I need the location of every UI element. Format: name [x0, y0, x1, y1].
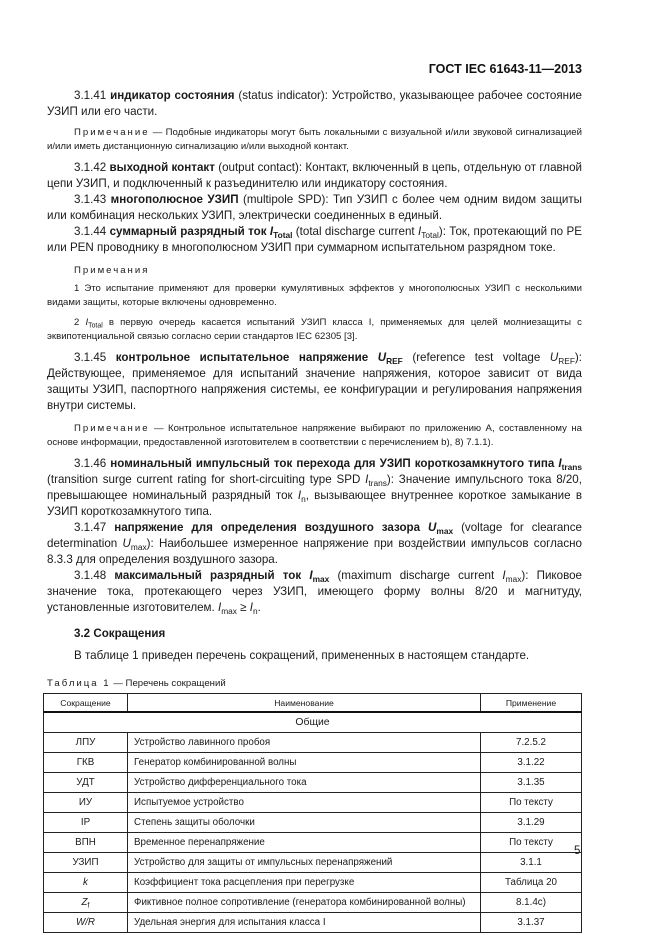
table-row: ГКВ Генератор комбинированной волны 3.1.22: [44, 753, 582, 773]
table-row: ЛПУ Устройство лавинного пробоя 7.2.5.2: [44, 733, 582, 753]
abbreviations-table: [43, 693, 582, 933]
section-intro: В таблице 1 приведен перечень сокращений, примененных в настоящем стандарте.: [74, 649, 530, 662]
page-body: [47, 88, 582, 933]
note-1: 1 Это испытание применяют для проверки кумулятивных эффектов у многополюсных УЗИП с несколькими видами защиты, которые включены одновременно.: [47, 283, 582, 308]
table-header-row: [44, 694, 582, 713]
term-3-1-45: 3.1.45 контрольное испытательное напряжение $U_{REF}$ (reference test voltage $U_{REF}$): Действующее, применяемое для испытаний значение напряжения, которое зависит от вида защиты УЗИП, паспортного напряжения системы, ее конфигурации и регулирования напряжения внутри системы.: [47, 351, 583, 412]
document-header: ГОСТ IEC 61643-11—2013: [428, 62, 582, 76]
term-3-1-42: 3.1.42 выходной контакт (output contact): Контакт, включенный в цепь, отдельную от главной цепи УЗИП, и подключенный к разъединителю или индикатору состояния.: [47, 161, 582, 190]
table-row: УЗИП Устройство для защиты от импульсных перенапряжений 3.1.1: [44, 853, 582, 873]
table-row: УДТ Устройство дифференциального тока 3.1.35: [44, 773, 582, 793]
col-header-name: Наименование: [128, 694, 481, 713]
notes-heading: Примечания: [74, 265, 150, 276]
table-row: IP Степень защиты оболочки 3.1.29: [44, 813, 582, 833]
term-3-1-44: 3.1.44 суммарный разрядный ток $I_{Total}$ (total discharge current $I_{Total}$): Ток, протекающий по PE или PEN проводнику в многополюсном УЗИП при суммарном испытательном разрядном токе.: [47, 225, 582, 254]
term-3-1-46: 3.1.46 номинальный импульсный ток перехода для УЗИП короткозамкнутого типа $I_{trans}$ (transition surge current rating for short-circuiting type SPD $I_{trans}$): Значение импульсного тока 8/20, превышающее номинальный разрядный ток $I_n$, вызывающее внутреннее короткое замыкание в УЗИП короткозамкнутого типа.: [47, 457, 582, 518]
table-group-row: Общие: [44, 712, 582, 733]
page-number: 5: [574, 845, 581, 857]
table-row: $Z_f$ Фиктивное полное сопротивление (генератора комбинированной волны) 8.1.4c): [44, 893, 582, 913]
table-row: ВПН Временное перенапряжение По тексту: [44, 833, 582, 853]
term-3-1-47: 3.1.47 напряжение для определения воздушного зазора $U_{max}$ (voltage for clearance determination $U_{max}$): Наибольшее измеренное напряжение при воздействии импульсов согласно 8.3.3 для определения воздушного зазора.: [47, 521, 583, 566]
table-caption: Таблица 1 — Перечень сокращений: [47, 678, 226, 689]
table-row: k Коэффициент тока расцепления при перегрузке Таблица 20: [44, 873, 582, 893]
term-3-1-41: 3.1.41 индикатор состояния (status indicator): Устройство, указывающее рабочее состояние УЗИП или его части.: [47, 89, 582, 118]
note-3-1-45: Примечание — Контрольное испытательное напряжение выбирают по приложению А, составленному на основе информации, предоставленной изготовителем в соответствии с перечислением b), 8) 7.1.1).: [47, 423, 582, 448]
term-3-1-48: 3.1.48 максимальный разрядный ток $I_{max}$ (maximum discharge current $I_{max}$): Пиковое значение тока, протекающего через УЗИП, имеющего форму волны 8/20 и магнитуду, установленные изготовителем. $I_{max} \ge I_n$.: [47, 569, 582, 616]
col-header-abbr: Сокращение: [44, 694, 128, 713]
table-row: ИУ Испытуемое устройство По тексту: [44, 793, 582, 813]
note-2: 2 $I_{Total}$ в первую очередь касается испытаний УЗИП класса I, применяемых для целей молниезащиты с эквипотенциальной связью согласно серии стандартов IEC 62305 [3].: [47, 317, 582, 342]
table-row: W/R Удельная энергия для испытания класса I 3.1.37: [44, 913, 582, 933]
term-3-1-43: 3.1.43 многополюсное УЗИП (multipole SPD): Тип УЗИП с более чем одним видом защиты или комбинация нескольких УЗИП, электрически соединенных в единый.: [47, 193, 582, 222]
note-3-1-41: Примечание — Подобные индикаторы могут быть локальными с визуальной и/или звуковой сигнализацией и/или иметь дистанционную сигнализацию и/или выходной контакт.: [47, 127, 582, 152]
section-title: 3.2 Сокращения: [74, 627, 166, 640]
col-header-ref: Применение: [481, 694, 582, 713]
